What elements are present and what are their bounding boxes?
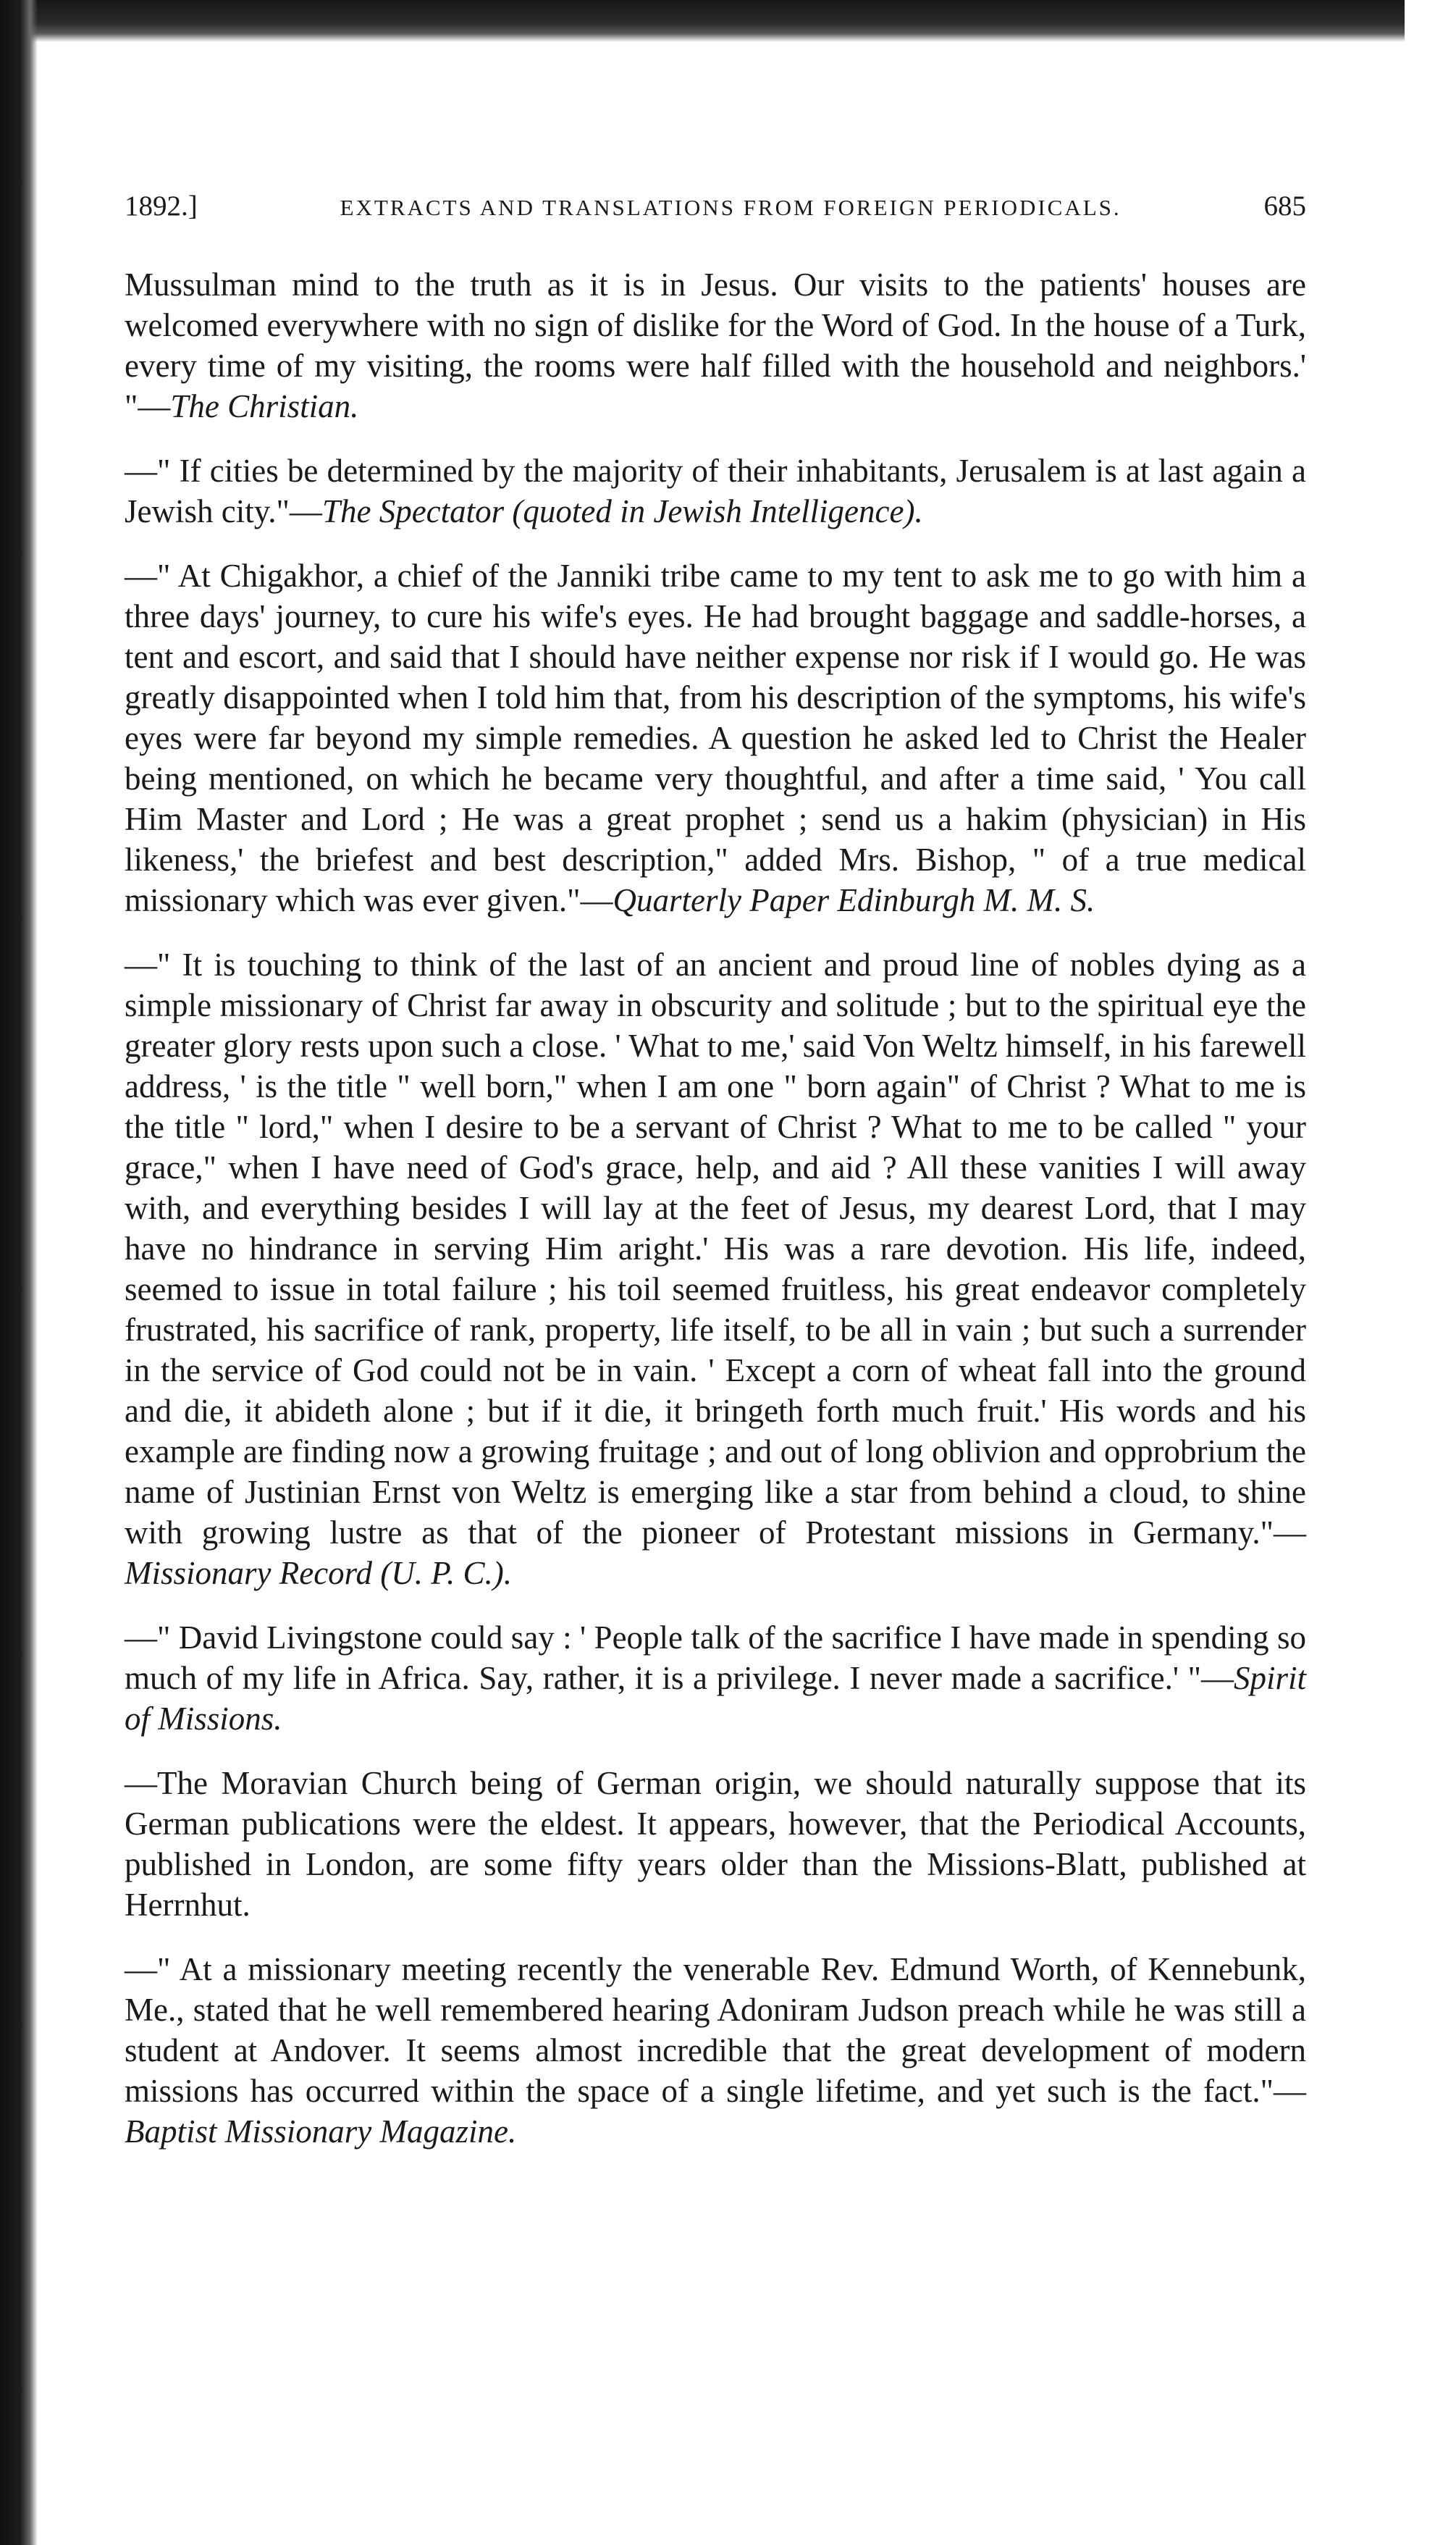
paragraph-chigakhor [125, 555, 1306, 921]
paragraph-text: —The Moravian Church being of German origin, we should naturally suppose that its German publications were the eldest. It appears, however, that the Periodical Accounts, published in London, are some fifty years older than the Missions-Blatt, published at Herrnhut. [125, 1765, 1306, 1923]
page-number: 685 [1263, 190, 1306, 222]
paragraph-text: —" At a missionary meeting recently the venerable Rev. Edmund Worth, of Kennebunk, Me., stated that he well remembered hearing Adoniram Judson preach while he was still a student at Andover. It seems almost incredible that the great development of modern missions has occurred within the space of a single lifetime, and yet such is the fact."— [125, 1951, 1306, 2109]
paragraph-judson [125, 1949, 1306, 2152]
scan-top-border [0, 0, 1405, 42]
paragraph-moravian [125, 1763, 1306, 1925]
source-citation: The Christian. [170, 388, 359, 424]
page-header [125, 190, 1306, 222]
paragraph-text: Mussulman mind to the truth as it is in Jesus. Our visits to the patients' houses are welcomed everywhere with no sign of dislike for the Word of God. In the house of a Turk, every time of my visiting, the rooms were half filled with the household and neighbors.' "— [125, 267, 1306, 424]
source-citation: Missionary Record (U. P. C.). [125, 1555, 512, 1591]
paragraph-text: —" David Livingstone could say : ' People talk of the sacrifice I have made in spending so much of my life in Africa. Say, rather, it is a privilege. I never made a sacrifice.' "— [125, 1619, 1306, 1696]
scan-left-border [0, 0, 38, 2545]
scan-right-margin [1405, 0, 1456, 2545]
source-citation: Baptist Missionary Magazine. [125, 2113, 517, 2150]
source-citation: Quarterly Paper Edinburgh M. M. S. [613, 882, 1095, 918]
header-year: 1892.] [125, 190, 198, 222]
paragraph-livingstone [125, 1617, 1306, 1739]
paragraph-text: —" It is touching to think of the last of an ancient and proud line of nobles dying as a simple missionary of Christ far away in obscurity and solitude ; but to the spiritual eye the greater glory rests upon such a close. ' What to me,' said Von Weltz himself, in his farewell address, ' is the title " well born," when I am one " born again" of Christ ? What to me is the title " lord," when I desire to be a servant of Christ ? What to me to be called " your grace," when I have need of God's grace, help, and aid ? All these vanities I will away with, and everything besides I will lay at the feet of Jesus, my dearest Lord, that I may have no hindrance in serving Him aright.' His was a rare devotion. His life, indeed, seemed to issue in total failure ; his toil seemed fruitless, his great endeavor completely frustrated, his sacrifice of rank, property, life itself, to be all in vain ; but such a surrender in the service of God could not be in vain. ' Except a corn of wheat fall into the ground and die, it abideth alone ; but if it die, it bringeth forth much fruit.' His words and his example are finding now a growing fruitage ; and out of long oblivion and opprobrium the name of Justinian Ernst von Weltz is emerging like a star from behind a cloud, to shine with growing lustre as that of the pioneer of Protestant missions in Germany."— [125, 947, 1306, 1551]
paragraph-von-weltz [125, 944, 1306, 1593]
paragraph-text: —" At Chigakhor, a chief of the Janniki tribe came to my tent to ask me to go with him a three days' journey, to cure his wife's eyes. He had brought baggage and saddle-horses, a tent and escort, and said that I should have neither expense nor risk if I would go. He was greatly disappointed when I told him that, from his description of the symptoms, his wife's eyes were far beyond my simple remedies. A question he asked led to Christ the Healer being mentioned, on which he became very thoughtful, and after a time said, ' You call Him Master and Lord ; He was a great prophet ; send us a hakim (physician) in His likeness,' the briefest and best description," added Mrs. Bishop, " of a true medical missionary which was ever given."— [125, 558, 1306, 918]
article-body [125, 264, 1306, 2176]
source-citation: The Spectator (quoted in Jewish Intelligence). [321, 493, 923, 529]
paragraph-text: —" If cities be determined by the majority of their inhabitants, Jerusalem is at last again a Jewish city."— [125, 453, 1306, 529]
paragraph-jerusalem [125, 450, 1306, 532]
source-citation: Spirit of Missions. [125, 1660, 1306, 1737]
running-title: EXTRACTS AND TRANSLATIONS FROM FOREIGN PERIODICALS. [340, 195, 1122, 220]
paragraph-christian [125, 264, 1306, 427]
